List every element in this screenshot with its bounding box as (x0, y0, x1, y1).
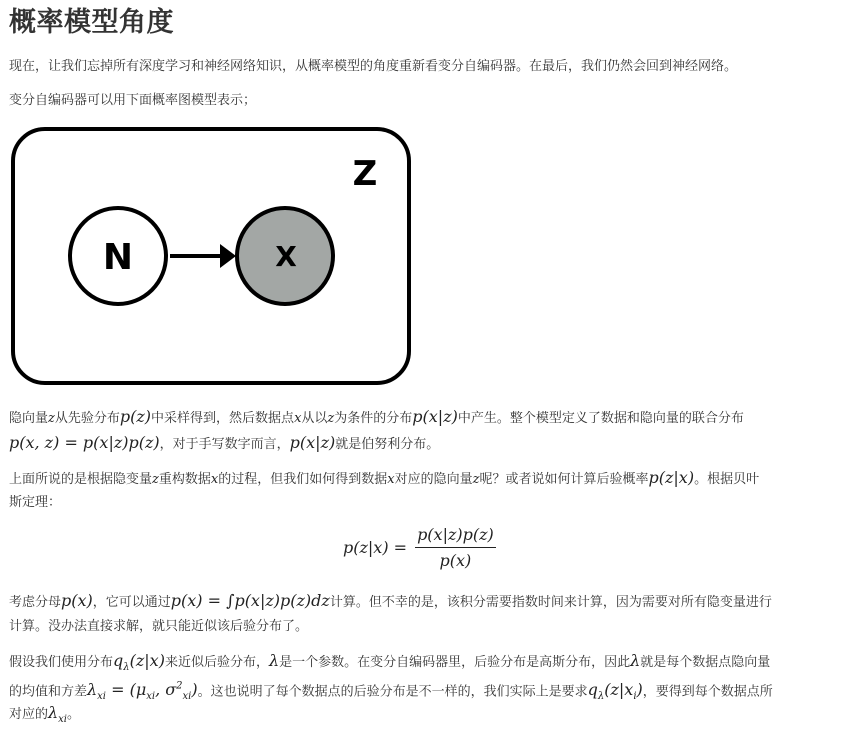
text: 为条件的分布 (334, 411, 413, 426)
paragraph-generative (9, 404, 744, 432)
paragraph-evidence (9, 588, 772, 616)
text: 对应的 (9, 707, 49, 722)
text: ，要得到每个数据点所 (642, 684, 773, 700)
text: 来近似后验分布， (164, 655, 269, 670)
text: 是一个参数。在变分自编码器里，后验分布是高斯分布，因此 (279, 655, 631, 670)
math: x (294, 411, 302, 426)
paragraph-posterior-line2: 斯定理： (9, 495, 62, 510)
text: 隐向量 (9, 411, 49, 426)
text: 计算。但不幸的是，该积分需要指数时间来计算，因为需要对所有隐变量进行 (329, 595, 772, 610)
text: 。根据贝叶 (694, 472, 760, 487)
text: 。这也说明了每个数据点的后验分布是不一样的，我们实际上是要求 (197, 684, 588, 700)
text: ，它可以通过 (92, 595, 171, 610)
paragraph-posterior (9, 465, 759, 493)
plate-label: Z (352, 154, 378, 194)
math: z (152, 472, 159, 487)
math: p(x) (61, 591, 93, 610)
math: λ (268, 651, 280, 670)
math: $\lambda_{xi}$ (48, 703, 67, 726)
math: $\lambda_{xi} = (\mu_{xi}$, $\sigma^2_{xi}$) (87, 680, 198, 703)
text: ，对于手写数字而言， (159, 437, 290, 452)
text: 呢？或者说如何计算后验概率 (479, 472, 649, 487)
paragraph-generative-line2 (9, 430, 439, 458)
numerator: p(x|z)p(z) (415, 525, 496, 548)
math: λ (630, 651, 641, 670)
text: 考虑分母 (9, 595, 62, 610)
text: 就是每个数据点隐向量 (640, 655, 771, 670)
text: 假设我们使用分布 (9, 655, 114, 670)
math: p(z) (119, 407, 152, 426)
math: $q_\lambda(z|x)$ (113, 651, 165, 674)
math: p(z|x) (648, 468, 695, 487)
math: p(x|z) (289, 433, 336, 452)
text: 中产生。整个模型定义了数据和隐向量的联合分布 (457, 411, 744, 426)
math: z (472, 472, 480, 487)
paragraph-variational-line3 (9, 700, 80, 733)
math: $q_\lambda(z|x_i)$ (587, 680, 643, 703)
latent-node-label: N (102, 237, 134, 278)
paragraph-intro: 现在，让我们忘掉所有深度学习和神经网络知识，从概率模型的角度重新看变分自编码器。在最后，我们仍然会回到神经网络。 (9, 59, 738, 74)
denominator: p(x) (439, 551, 472, 570)
math: p(x|z) (412, 407, 458, 426)
math: x (387, 472, 395, 487)
paragraph-evidence-line2: 计算。没办法直接求解，就只能近似该后验分布了。 (9, 619, 309, 634)
page-title: 概率模型角度 (9, 7, 174, 38)
paragraph-diagram-intro: 变分自编码器可以用下面概率图模型表示； (9, 93, 257, 108)
text: 的过程，但我们如何得到数据 (218, 472, 388, 487)
text: 。 (67, 707, 81, 722)
math: p(x) = ∫p(x|z)p(z)dz (170, 591, 330, 610)
math: p(x, z) = p(x|z)p(z) (9, 433, 160, 452)
math: z (327, 411, 335, 426)
bayes-equation (343, 525, 496, 570)
text: 的均值和方差 (9, 684, 88, 700)
paragraph-variational-line2 (9, 674, 773, 711)
text: 就是伯努利分布。 (335, 437, 440, 452)
observed-node-label: X (275, 240, 297, 273)
text: 重构数据 (158, 472, 211, 487)
text: 上面所说的是根据隐变量 (9, 472, 153, 487)
probabilistic-graphical-model (10, 125, 412, 387)
text: 中采样得到，然后数据点 (151, 411, 295, 426)
math: z (48, 411, 55, 426)
text: 对应的隐向量 (394, 472, 473, 487)
text: 从以 (301, 411, 328, 426)
math: x (210, 472, 219, 487)
equation-lhs: p(z|x) = (343, 538, 408, 557)
fraction (415, 525, 496, 570)
text: 从先验分布 (54, 411, 120, 426)
